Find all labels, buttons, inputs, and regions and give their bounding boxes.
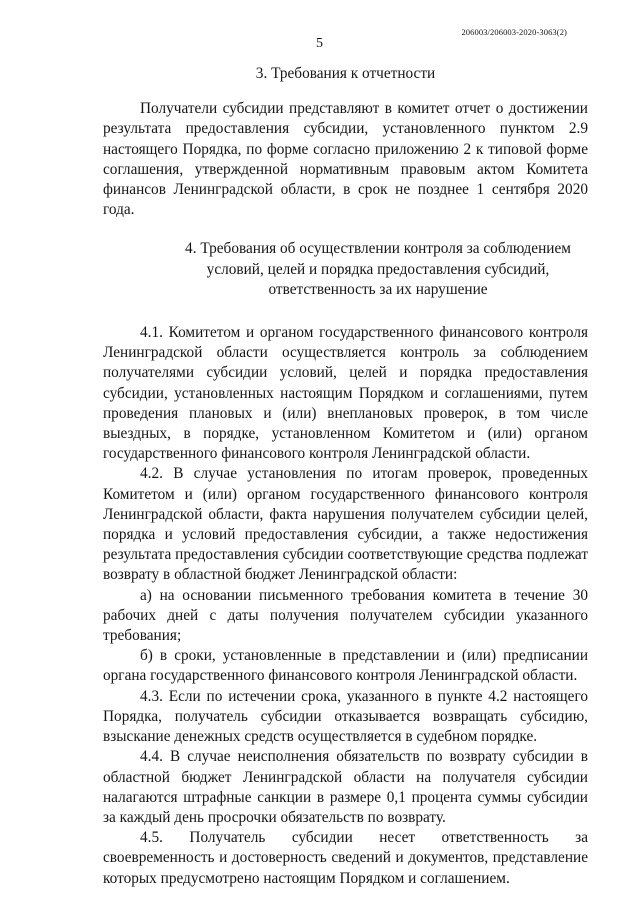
document-body	[103, 64, 588, 889]
section-4-heading: 4. Требования об осуществлении контроля за соблюдением условий, целей и порядка предоставления субсидий, ответственность за их нарушение	[185, 240, 571, 298]
paragraph-3-reporting: Получатели субсидии представляют в комитет отчет о достижении результата предоставления субсидии, установленного пунктом 2.9 настоящего Порядка, по форме согласно приложению 2 к типовой форме соглашения, утвержденной нормативным правовым актом Комитета финансов Ленинградской области, в срок не позднее 1 сентября 2020 года.	[103, 100, 588, 219]
document-id: 206003/206003-2020-3063(2)	[461, 27, 567, 37]
paragraph-4-1: 4.1. Комитетом и органом государственного финансового контроля Ленинградской области осуществляется контроль за соблюдением получателями субсидии условий, целей и порядка предоставления субсидии, установленных настоящим Порядком и соглашениями, путем проведения плановых и (или) внеплановых проверок, в том числе выездных, в порядке, установленном Комитетом и (или) органом государственного финансового контроля Ленинградской области.	[103, 324, 588, 463]
paragraph-4-2-b: б) в сроки, установленные в представлении и (или) предписании органа государственного финансового контроля Ленинградской области.	[103, 647, 588, 685]
section-3-heading: 3. Требования к отчетности	[255, 65, 436, 82]
page-number: 5	[316, 36, 323, 51]
paragraph-4-3: 4.3. Если по истечении срока, указанного в пункте 4.2 настоящего Порядка, получатель субсидии отказывается возвращать субсидию, взыскание денежных средств осуществляется в судебном порядке.	[103, 687, 588, 746]
paragraph-4-2: 4.2. В случае установления по итогам проверок, проведенных Комитетом и (или) органом государственного финансового контроля Ленинградской области, факта нарушения получателем субсидии целей, порядка и условий предоставления субсидии, а также недостижения результата предоставления субсидии соответствующие средства подлежат возврату в областной бюджет Ленинградской области:	[103, 465, 588, 584]
paragraph-4-5: 4.5. Получатель субсидии несет ответственность за своевременность и достоверность сведений и документов, представление которых предусмотрено настоящим Порядком и соглашением.	[103, 829, 588, 887]
paragraph-4-4: 4.4. В случае неисполнения обязательств по возврату субсидии в областной бюджет Ленинградской области на получателя субсидии налагаются штрафные санкции в размере 0,1 процента суммы субсидии за каждый день просрочки обязательств по возврату.	[103, 748, 588, 826]
paragraph-4-2-a: а) на основании письменного требования комитета в течение 30 рабочих дней с даты получения получателем субсидии указанного требования;	[103, 586, 588, 645]
